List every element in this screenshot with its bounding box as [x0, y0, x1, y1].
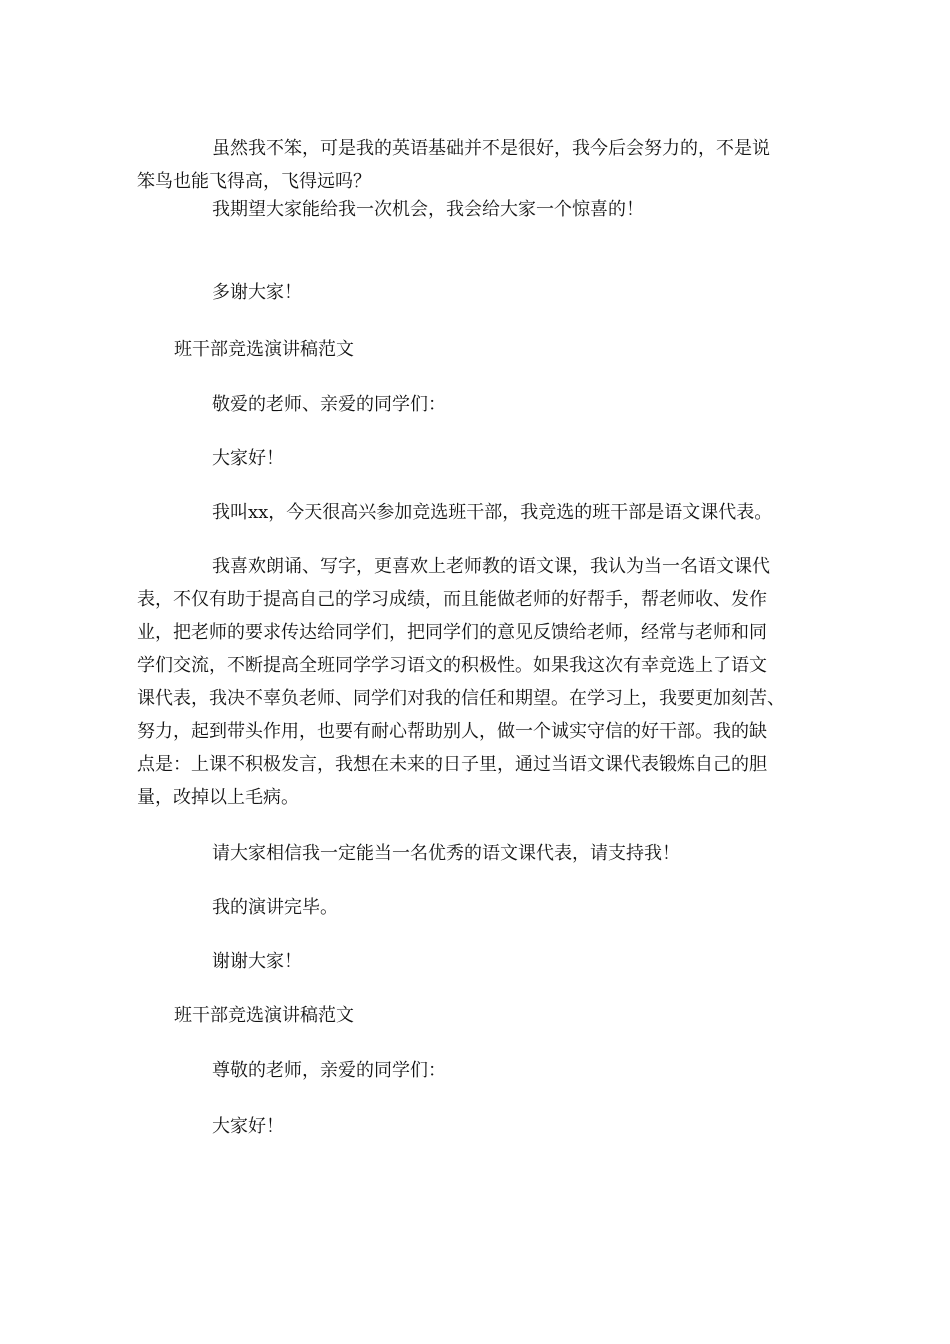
paragraph-conclusion: 我的演讲完毕。	[212, 897, 338, 918]
paragraph-thanks: 多谢大家！	[212, 282, 302, 303]
paragraph-line: 业，把老师的要求传达给同学们，把同学们的意见反馈给老师，经常与老师和同	[137, 622, 767, 643]
paragraph-line: 量，改掉以上毛病。	[137, 787, 299, 808]
paragraph-line: 课代表，我决不辜负老师、同学们对我的信任和期望。在学习上，我要更加刻苦、	[137, 688, 785, 709]
paragraph-salutation: 敬爱的老师、亲爱的同学们：	[212, 394, 446, 415]
paragraph-english-basis	[137, 132, 807, 198]
paragraph-main-speech	[137, 550, 807, 814]
section-heading: 班干部竞选演讲稿范文	[174, 1005, 354, 1026]
paragraph-greeting: 大家好！	[212, 448, 284, 469]
paragraph-greeting: 大家好！	[212, 1116, 284, 1137]
section-heading: 班干部竞选演讲稿范文	[174, 339, 354, 360]
paragraph-thanks-final: 谢谢大家！	[212, 951, 302, 972]
paragraph-line: 虽然我不笨，可是我的英语基础并不是很好，我今后会努力的，不是说	[212, 138, 770, 159]
paragraph-hope: 我期望大家能给我一次机会，我会给大家一个惊喜的！	[212, 199, 644, 220]
paragraph-introduction: 我叫xx，今天很高兴参加竞选班干部，我竞选的班干部是语文课代表。	[212, 502, 773, 523]
paragraph-line: 学们交流，不断提高全班同学学习语文的积极性。如果我这次有幸竞选上了语文	[137, 655, 767, 676]
paragraph-line: 点是：上课不积极发言，我想在未来的日子里，通过当语文课代表锻炼自己的胆	[137, 754, 767, 775]
paragraph-line: 表，不仅有助于提高自己的学习成绩，而且能做老师的好帮手，帮老师收、发作	[137, 589, 767, 610]
paragraph-line: 笨鸟也能飞得高，飞得远吗？	[137, 171, 371, 192]
paragraph-support: 请大家相信我一定能当一名优秀的语文课代表，请支持我！	[212, 843, 680, 864]
paragraph-line: 努力，起到带头作用，也要有耐心帮助别人，做一个诚实守信的好干部。我的缺	[137, 721, 767, 742]
paragraph-line: 我喜欢朗诵、写字，更喜欢上老师教的语文课，我认为当一名语文课代	[212, 556, 770, 577]
paragraph-salutation: 尊敬的老师，亲爱的同学们：	[212, 1060, 446, 1081]
